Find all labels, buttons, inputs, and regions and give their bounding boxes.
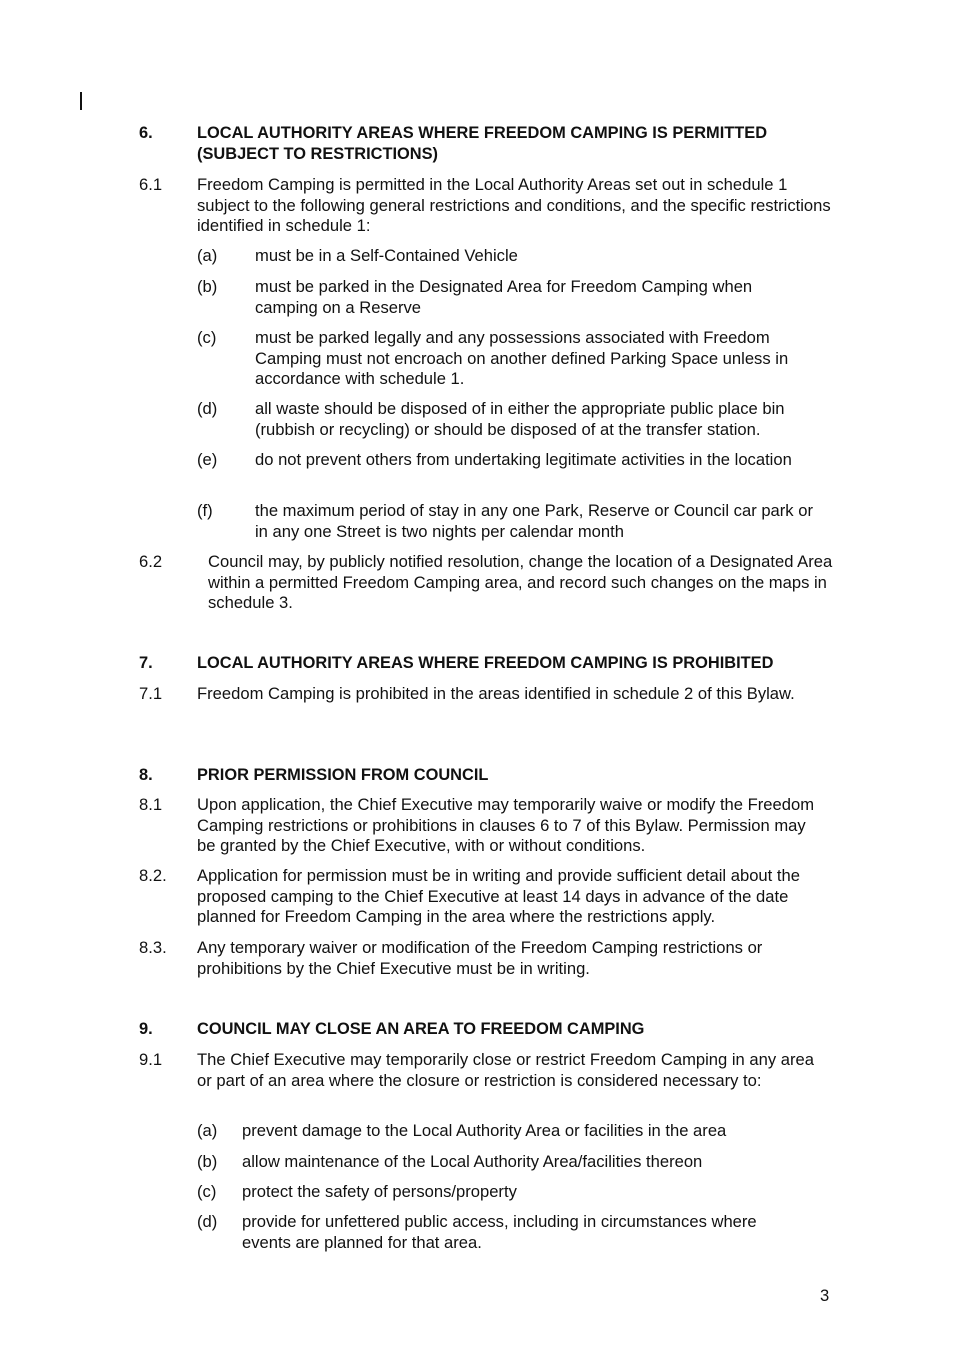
section-8-title: PRIOR PERMISSION FROM COUNCIL <box>197 766 489 784</box>
clause-text: Application for permission must be in writing and provide sufficient detail about the proposed camping to the Chief Executive at least 14 days in advance of the date planned for Freedom Camping in the area where the restrictions apply. <box>197 866 800 927</box>
item-text: prevent damage to the Local Authority Area or facilities in the area <box>242 1121 727 1140</box>
clause-number: 6.1 <box>139 175 163 194</box>
clause-text: Council may, by publicly notified resolution, change the location of a Designated Area within a permitted Freedom Camping area, and record such changes on the maps in schedule 3. <box>208 552 833 613</box>
clause-number: 8.1 <box>139 795 163 814</box>
clause-text: Upon application, the Chief Executive may temporarily waive or modify the Freedom Camping restrictions or prohibitions in clauses 6 to 7 of this Bylaw. Permission may be granted by the Chief Executive, with or without conditions. <box>197 795 815 856</box>
item-text: must be parked in the Designated Area for Freedom Camping when camping on a Reserve <box>255 277 753 317</box>
item-text: protect the safety of persons/property <box>242 1182 517 1201</box>
revision-change-bar <box>80 92 82 110</box>
section-8-number: 8. <box>139 766 153 784</box>
item-label: (a) <box>197 1121 218 1140</box>
item-label: (c) <box>197 1182 217 1201</box>
section-7-title: LOCAL AUTHORITY AREAS WHERE FREEDOM CAMPING IS PROHIBITED <box>197 654 774 672</box>
clause-text: Any temporary waiver or modification of the Freedom Camping restrictions or prohibitions by the Chief Executive must be in writing. <box>197 938 763 978</box>
item-label: (d) <box>197 399 218 418</box>
clause-number: 7.1 <box>139 684 163 703</box>
section-7-number: 7. <box>139 654 153 672</box>
clause-number: 8.3. <box>139 938 167 957</box>
section-9-number: 9. <box>139 1020 153 1038</box>
item-label: (d) <box>197 1212 218 1231</box>
item-text: must be parked legally and any possessions associated with Freedom Camping must not encroach on another defined Parking Space unless in accordance with schedule 1. <box>255 328 789 389</box>
page-number: 3 <box>820 1286 830 1305</box>
item-label: (a) <box>197 246 218 265</box>
item-label: (f) <box>197 501 213 520</box>
clause-number: 6.2 <box>139 552 163 571</box>
item-text: provide for unfettered public access, including in circumstances where events are planned for that area. <box>242 1212 757 1252</box>
item-text: all waste should be disposed of in either the appropriate public place bin (rubbish or recycling) or should be disposed of at the transfer station. <box>255 399 785 439</box>
item-label: (b) <box>197 1152 218 1171</box>
item-label: (b) <box>197 277 218 296</box>
section-6-number: 6. <box>139 124 153 142</box>
item-label: (e) <box>197 450 218 469</box>
clause-number: 8.2. <box>139 866 167 885</box>
item-text: allow maintenance of the Local Authority Area/facilities thereon <box>242 1152 703 1171</box>
clause-text: Freedom Camping is permitted in the Local Authority Areas set out in schedule 1 subject to the following general restrictions and conditions, and the specific restrictions identified in schedule 1: <box>197 175 831 236</box>
item-label: (c) <box>197 328 217 347</box>
item-text: do not prevent others from undertaking legitimate activities in the location <box>255 450 792 469</box>
clause-text: Freedom Camping is prohibited in the areas identified in schedule 2 of this Bylaw. <box>197 684 795 703</box>
item-text: must be in a Self-Contained Vehicle <box>255 246 518 265</box>
section-9-title: COUNCIL MAY CLOSE AN AREA TO FREEDOM CAMPING <box>197 1020 645 1038</box>
clause-number: 9.1 <box>139 1050 163 1069</box>
clause-text: The Chief Executive may temporarily close or restrict Freedom Camping in any area or part of an area where the closure or restriction is considered necessary to: <box>197 1050 814 1090</box>
item-text: the maximum period of stay in any one Park, Reserve or Council car park or in any one Street is two nights per calendar month <box>255 501 813 541</box>
section-6-title: LOCAL AUTHORITY AREAS WHERE FREEDOM CAMPING IS PERMITTED (SUBJECT TO RESTRICTIONS) <box>197 124 768 163</box>
